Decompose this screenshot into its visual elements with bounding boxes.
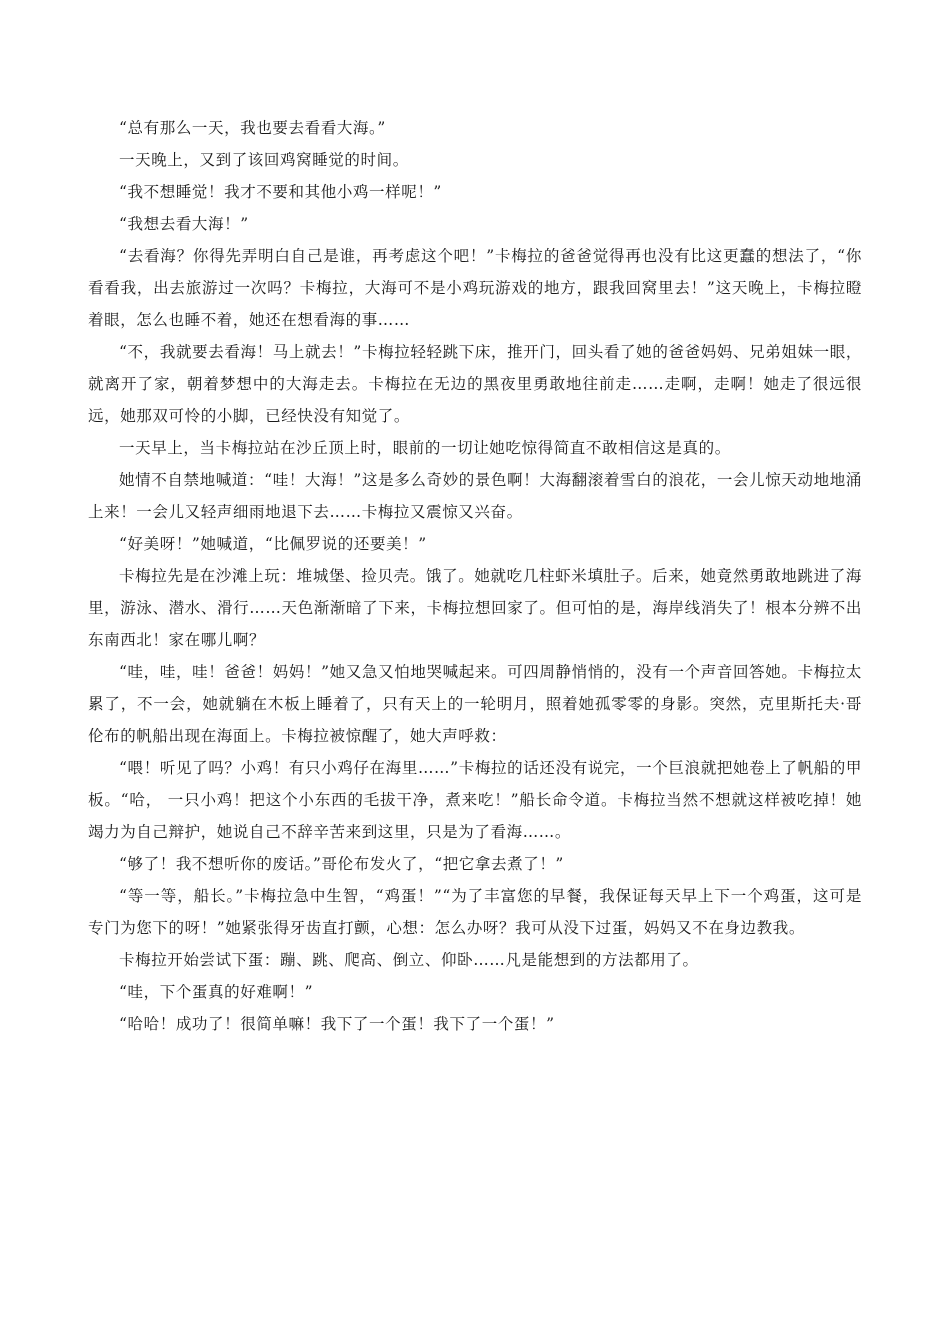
paragraph: “哇，下个蛋真的好难啊！”	[119, 983, 314, 1001]
paragraph: “我想去看大海！”	[119, 215, 249, 233]
paragraph: “等一等，船长。”卡梅拉急中生智，“鸡蛋！”“为了丰富您的早餐，我保证每天早上下一个鸡蛋，这可是专门为您下的呀！”她紧张得牙齿直打颤，心想：怎么办呀？我可从没下过蛋，妈妈又不在身边教我。	[88, 887, 862, 937]
paragraph: 一天晚上，又到了该回鸡窝睡觉的时间。	[119, 151, 409, 169]
story-text	[88, 112, 862, 1040]
paragraph: 她情不自禁地喊道：“哇！大海！”这是多么奇妙的景色啊！大海翻滚着雪白的浪花，一会儿惊天动地地涌上来！一会儿又轻声细雨地退下去……卡梅拉又震惊又兴奋。	[88, 471, 862, 521]
paragraph: “好美呀！”她喊道，“比佩罗说的还要美！”	[119, 535, 427, 553]
paragraph: “我不想睡觉！我才不要和其他小鸡一样呢！”	[119, 183, 442, 201]
paragraph: “哈哈！成功了！很简单嘛！我下了一个蛋！我下了一个蛋！”	[119, 1015, 555, 1033]
paragraph: “喂！听见了吗？小鸡！有只小鸡仔在海里……”卡梅拉的话还没有说完，一个巨浪就把她卷上了帆船的甲板。“哈， 一只小鸡！把这个小东西的毛拔干净，煮来吃！”船长命令道。卡梅拉当然不想就这样被吃掉！她竭力为自己辩护，她说自己不辞辛苦来到这里，只是为了看海……。	[88, 759, 862, 841]
paragraph: 卡梅拉先是在沙滩上玩：堆城堡、捡贝壳。饿了。她就吃几柱虾米填肚子。后来，她竟然勇敢地跳进了海里，游泳、潜水、滑行……天色渐渐暗了下来，卡梅拉想回家了。但可怕的是，海岸线消失了！根本分辨不出东南西北！家在哪儿啊？	[88, 567, 862, 649]
paragraph: 一天早上，当卡梅拉站在沙丘顶上时，眼前的一切让她吃惊得简直不敢相信这是真的。	[119, 439, 731, 457]
paragraph: 卡梅拉开始尝试下蛋：蹦、跳、爬高、倒立、仰卧……凡是能想到的方法都用了。	[119, 951, 699, 969]
paragraph: “不，我就要去看海！马上就去！”卡梅拉轻轻跳下床，推开门，回头看了她的爸爸妈妈、兄弟姐妹一眼，就离开了家，朝着梦想中的大海走去。卡梅拉在无边的黑夜里勇敢地往前走……走啊，走啊！她走了很远很远，她那双可怜的小脚，已经快没有知觉了。	[88, 343, 862, 425]
paragraph: “去看海？你得先弄明白自己是谁，再考虑这个吧！”卡梅拉的爸爸觉得再也没有比这更蠢的想法了，“你看看我，出去旅游过一次吗？卡梅拉，大海可不是小鸡玩游戏的地方，跟我回窝里去！”这天晚上，卡梅拉瞪着眼，怎么也睡不着，她还在想看海的事……	[88, 247, 862, 329]
paragraph: “总有那么一天，我也要去看看大海。”	[119, 119, 386, 137]
paragraph: “哇，哇，哇！爸爸！妈妈！”她又急又怕地哭喊起来。可四周静悄悄的，没有一个声音回答她。卡梅拉太累了，不一会，她就躺在木板上睡着了，只有天上的一轮明月，照着她孤零零的身影。突然，克里斯托夫·哥伦布的帆船出现在海面上。卡梅拉被惊醒了，她大声呼救：	[88, 663, 862, 745]
paragraph: “够了！我不想听你的废话。”哥伦布发火了，“把它拿去煮了！”	[119, 855, 564, 873]
